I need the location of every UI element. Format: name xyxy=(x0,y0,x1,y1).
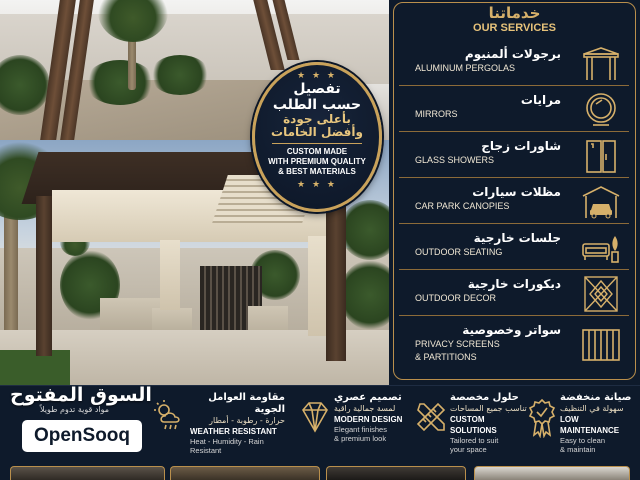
service-item-outdoor-seating[interactable] xyxy=(399,226,629,270)
feature-en: CUSTOM SOLUTIONS xyxy=(450,415,497,435)
feature-en: LOW MAINTENANCE xyxy=(560,415,620,435)
feature-sub: Easy to clean xyxy=(560,436,606,445)
feature-ar: صيانة منخفضة xyxy=(560,392,632,403)
service-en: GLASS SHOWERS xyxy=(415,155,495,165)
service-item-mirrors[interactable] xyxy=(399,88,629,132)
service-item-privacy-screens[interactable] xyxy=(399,318,629,374)
feature-ar-sub: سهولة في التنظيف xyxy=(560,404,624,413)
badge-ar-line4: وأفضل الخامات xyxy=(271,125,363,139)
badge-ar-line3: بأعلى جودة xyxy=(283,112,351,126)
pergola-column xyxy=(160,240,180,310)
badge-en-line1: CUSTOM MADE xyxy=(286,147,348,156)
service-en: ALUMINUM PERGOLAS xyxy=(415,63,516,73)
service-ar: شاورات زجاج xyxy=(481,139,561,153)
sofa-icon xyxy=(581,230,621,266)
badge-divider xyxy=(272,143,362,144)
medal-icon xyxy=(526,398,558,438)
service-ar: برجولات ألمنيوم xyxy=(464,47,561,61)
service-en-line2: & PARTITIONS xyxy=(415,352,477,362)
gallery-thumb[interactable] xyxy=(474,466,630,480)
feature-ar: حلول مخصصة xyxy=(450,392,519,403)
shrub xyxy=(85,60,155,105)
gallery-thumb[interactable] xyxy=(10,466,165,480)
service-en: MIRRORS xyxy=(415,109,458,119)
feature-sub2: Resistant xyxy=(190,446,222,455)
service-ar: ديكورات خارجية xyxy=(467,277,561,291)
service-en: OUTDOOR SEATING xyxy=(415,247,503,257)
feature-sub: Tailored to suit xyxy=(450,436,499,445)
feature-sub: Elegant finishes xyxy=(334,425,387,434)
service-ar: سواتر وخصوصية xyxy=(462,323,561,337)
custom-made-badge xyxy=(252,62,382,212)
service-ar: مرايات xyxy=(520,93,561,107)
lawn xyxy=(0,350,70,385)
mirror-icon xyxy=(581,92,621,128)
services-title-ar: خدماتنا xyxy=(488,4,541,22)
feature-custom-solutions xyxy=(450,392,530,462)
shrub xyxy=(150,55,210,95)
pergola-post xyxy=(36,196,52,356)
weather-icon xyxy=(152,398,186,432)
badge-en-line2: WITH PREMIUM QUALITY xyxy=(268,157,366,166)
badge-stars-bottom: ★ ★ ★ xyxy=(297,180,337,190)
gallery-thumb[interactable] xyxy=(326,466,466,480)
feature-en: MODERN DESIGN xyxy=(334,415,403,424)
pergola-post xyxy=(326,196,346,361)
service-item-pergolas[interactable] xyxy=(399,42,629,86)
service-en: OUTDOOR DECOR xyxy=(415,293,496,303)
feature-ar-sub: حرارة - رطوبة - أمطار xyxy=(209,416,285,425)
feature-sub2: & premium look xyxy=(334,434,387,443)
service-item-glass-showers[interactable] xyxy=(399,134,629,178)
service-item-outdoor-decor[interactable] xyxy=(399,272,629,316)
services-header xyxy=(389,4,640,35)
feature-en: WEATHER RESISTANT xyxy=(190,427,277,436)
gallery-thumb[interactable] xyxy=(170,466,320,480)
badge-stars-top: ★ ★ ★ xyxy=(297,71,337,81)
service-item-car-canopies[interactable] xyxy=(399,180,629,224)
services-panel xyxy=(389,0,640,385)
services-title-en: OUR SERVICES xyxy=(473,22,556,34)
logo-tagline: مواد قوية تدوم طويلاً xyxy=(40,405,110,414)
feature-weather-resistant xyxy=(190,392,285,462)
ruler-pencil-icon xyxy=(414,400,448,434)
service-en: CAR PARK CANOPIES xyxy=(415,201,510,211)
pergola-icon xyxy=(581,46,621,82)
privacy-screen-icon xyxy=(581,326,621,362)
diamond-icon xyxy=(298,400,332,434)
service-ar: مظلات سيارات xyxy=(472,185,561,199)
service-ar: جلسات خارجية xyxy=(473,231,561,245)
feature-sub2: your space xyxy=(450,445,487,454)
shower-icon xyxy=(581,138,621,174)
feature-ar-sub: لمسة جمالية راقية xyxy=(334,404,396,413)
decor-pattern-icon xyxy=(581,276,621,312)
feature-sub2: & maintain xyxy=(560,445,596,454)
badge-ar-line1: تفصيل xyxy=(293,81,341,97)
badge-en-line3: & BEST MATERIALS xyxy=(278,167,356,176)
feature-ar: مقاومة العوامل الجوية xyxy=(208,392,285,415)
opensooq-logo[interactable]: OpenSooq xyxy=(22,420,142,452)
feature-ar: تصميم عصري xyxy=(334,392,402,403)
car-canopy-icon xyxy=(581,184,621,220)
opensooq-logo-arabic: السوق المفتوح xyxy=(10,384,152,406)
feature-sub: Heat - Humidity - Rain xyxy=(190,437,264,446)
badge-ar-line2: حسب الطلب xyxy=(272,97,362,113)
feature-modern-design xyxy=(334,392,404,462)
feature-low-maintenance xyxy=(560,392,638,462)
service-en: PRIVACY SCREENS xyxy=(415,339,500,349)
pergola-column xyxy=(308,236,326,336)
feature-ar-sub: تناسب جميع المساحات xyxy=(450,404,527,413)
